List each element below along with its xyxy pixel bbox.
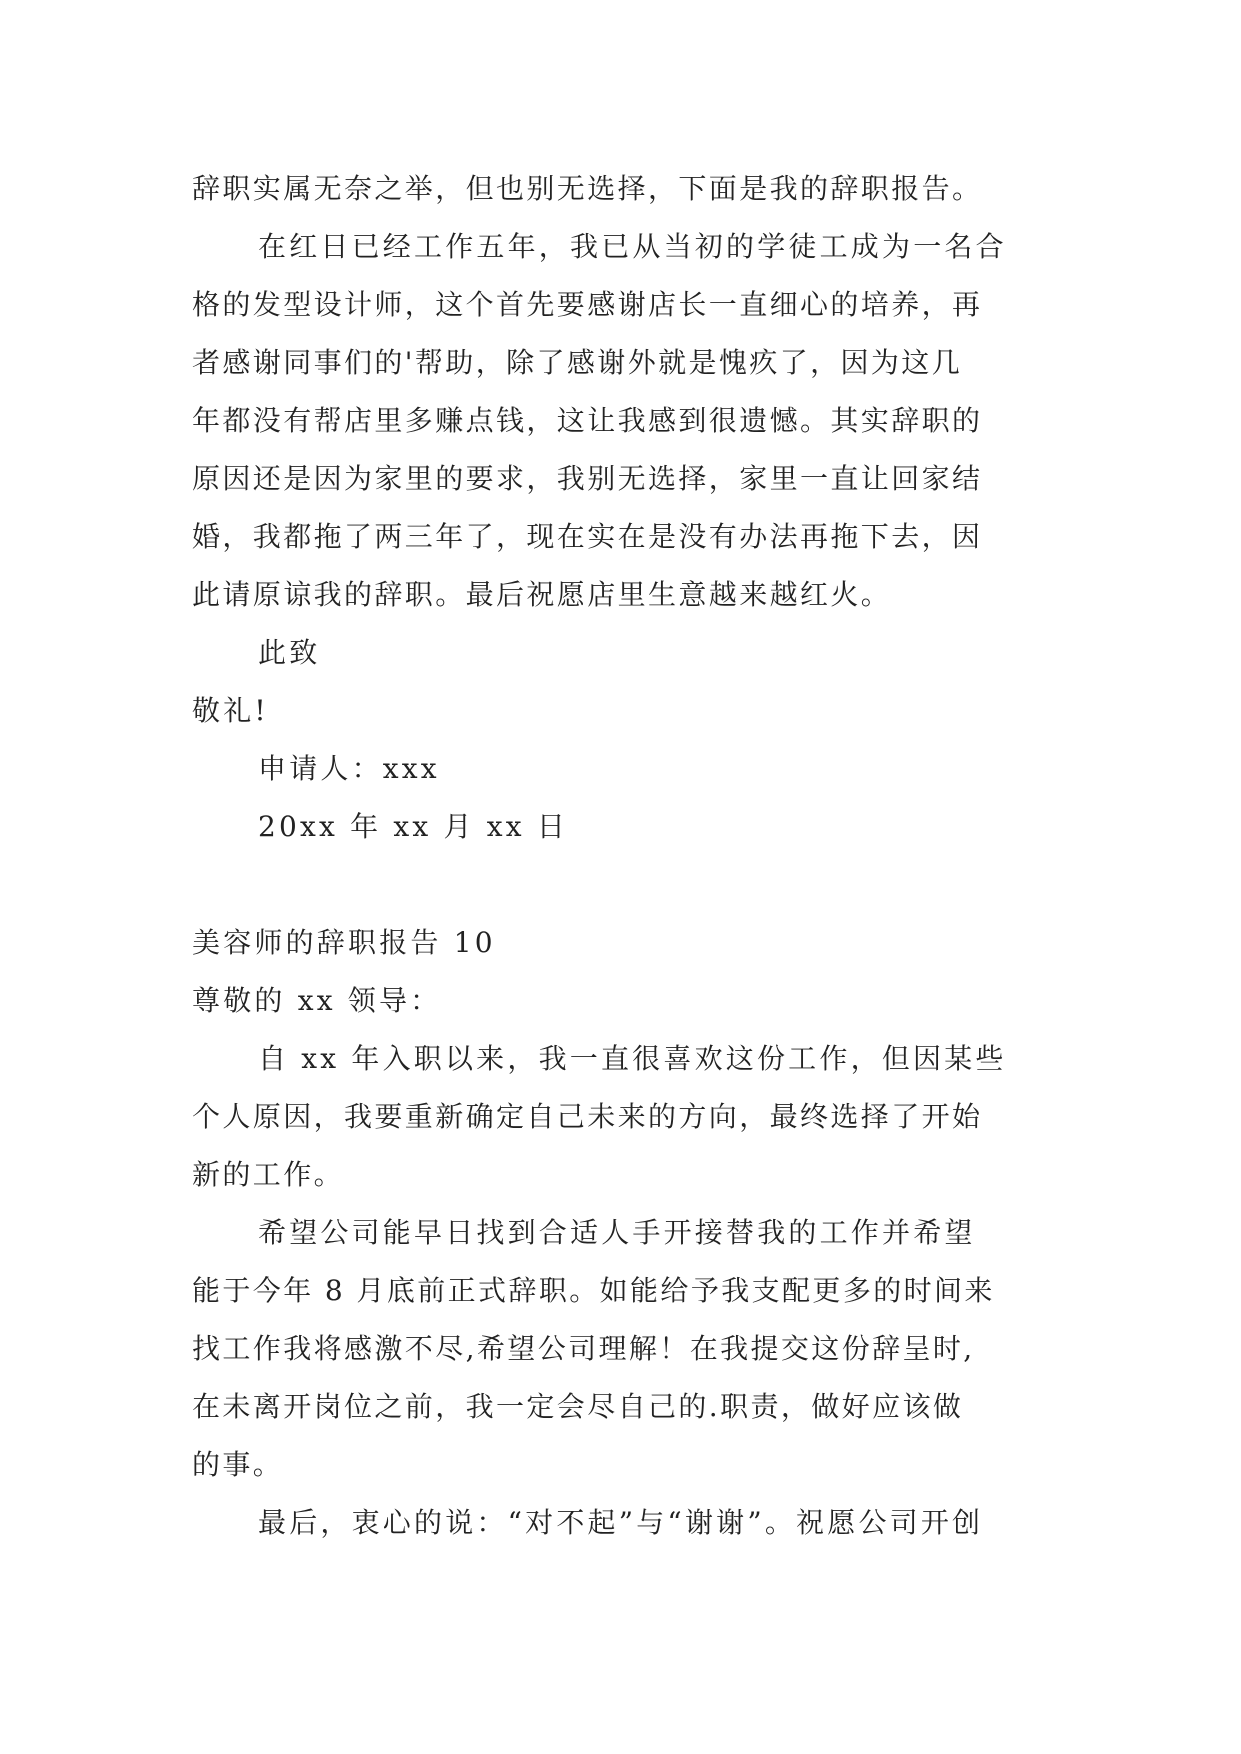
text-line: 格的发型设计师，这个首先要感谢店长一直细心的培养，再 xyxy=(192,288,983,321)
text-line: 最后，衷心的说：“对不起”与“谢谢”。祝愿公司开创 xyxy=(258,1506,984,1539)
text-line: 能于今年 8 月底前正式辞职。如能给予我支配更多的时间来 xyxy=(192,1274,995,1307)
salute-line: 敬礼! xyxy=(192,694,269,727)
date-line: 20xx 年 xx 月 xx 日 xyxy=(258,810,569,843)
text-line: 辞职实属无奈之举，但也别无选择，下面是我的辞职报告。 xyxy=(192,172,983,205)
applicant-line: 申请人：xxx xyxy=(258,752,440,785)
text-line: 原因还是因为家里的要求，我别无选择，家里一直让回家结 xyxy=(192,462,983,495)
text-line: 年都没有帮店里多赚点钱，这让我感到很遗憾。其实辞职的 xyxy=(192,404,983,437)
text-line: 找工作我将感激不尽,希望公司理解！在我提交这份辞呈时, xyxy=(192,1332,975,1365)
greeting-line: 尊敬的 xx 领导： xyxy=(192,984,442,1017)
text-line: 者感谢同事们的'帮助，除了感谢外就是愧疚了，因为这几 xyxy=(192,346,963,379)
text-line: 婚，我都拖了两三年了，现在实在是没有办法再拖下去，因 xyxy=(192,520,983,553)
text-line: 在红日已经工作五年，我已从当初的学徒工成为一名合 xyxy=(258,230,1007,263)
document-body xyxy=(192,160,1052,1552)
text-line: 个人原因，我要重新确定自己未来的方向，最终选择了开始 xyxy=(192,1100,983,1133)
closing-line: 此致 xyxy=(258,636,321,669)
text-line: 的事。 xyxy=(192,1448,284,1481)
text-line: 此请原谅我的辞职。最后祝愿店里生意越来越红火。 xyxy=(192,578,892,611)
section-spacer xyxy=(192,856,1052,914)
text-line: 自 xx 年入职以来，我一直很喜欢这份工作，但因某些 xyxy=(258,1042,1007,1075)
section-title: 美容师的辞职报告 10 xyxy=(192,926,496,959)
text-line: 新的工作。 xyxy=(192,1158,345,1191)
text-line: 希望公司能早日找到合适人手开接替我的工作并希望 xyxy=(258,1216,976,1249)
text-line: 在未离开岗位之前，我一定会尽自己的.职责，做好应该做 xyxy=(192,1390,964,1423)
